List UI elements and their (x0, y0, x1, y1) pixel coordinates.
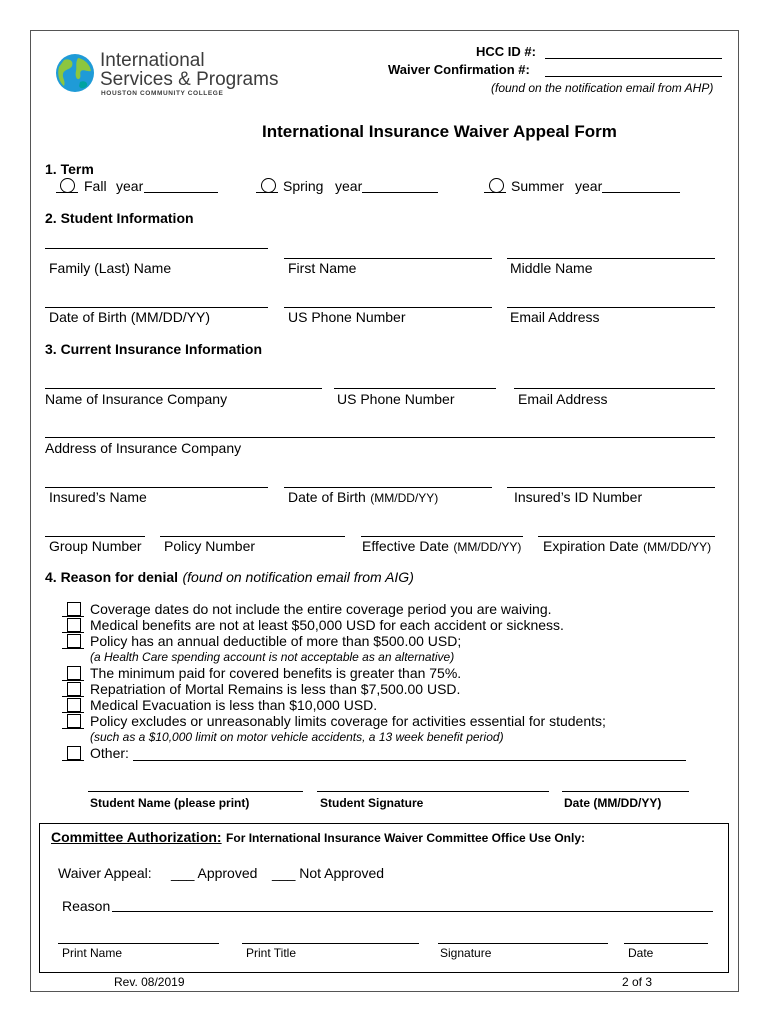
spring-radio[interactable] (261, 178, 276, 193)
other-field[interactable] (133, 760, 686, 761)
term-fall[interactable] (56, 176, 226, 196)
committee-subtitle: For International Insurance Waiver Committee Office Use Only: (226, 831, 586, 845)
signature-date-label: Date (MM/DD/YY) (564, 796, 662, 810)
committee-date-field[interactable] (624, 943, 708, 944)
reason-checkbox[interactable] (67, 634, 81, 648)
effective-date-label-group (362, 538, 521, 556)
middle-name-label: Middle Name (510, 260, 593, 276)
insurance-email-field[interactable] (514, 388, 715, 389)
first-name-field[interactable] (284, 258, 492, 259)
waiver-conf-label: Waiver Confirmation #: (388, 62, 530, 77)
first-name-label: First Name (288, 260, 357, 276)
reason-note-deductible: (a Health Care spending account is not acceptable as an alternative) (90, 650, 455, 664)
insurance-phone-field[interactable] (334, 388, 496, 389)
expiration-date-label: Expiration Date (543, 538, 639, 554)
student-info-heading: 2. Student Information (45, 210, 194, 226)
page-title: International Insurance Waiver Appeal Form (262, 122, 617, 141)
logo-line2: Services & Programs (100, 69, 279, 90)
globe-icon (54, 52, 96, 94)
committee-signature-label: Signature (440, 946, 492, 960)
committee-title: Committee Authorization: (51, 829, 222, 845)
hcc-id-field[interactable] (545, 58, 722, 59)
insured-dob-format: (MM/DD/YY) (370, 491, 439, 505)
policy-number-field[interactable] (160, 536, 345, 537)
expiration-date-field[interactable] (538, 536, 715, 537)
fall-label: Fall (84, 178, 107, 194)
reason-field[interactable] (112, 911, 713, 912)
reason-checkbox-row[interactable] (62, 697, 722, 713)
reason-checkbox-row[interactable] (62, 665, 722, 681)
reason-checkbox-row-other[interactable] (62, 745, 722, 761)
fall-year-label: year (116, 178, 144, 194)
reason-checkbox[interactable] (67, 682, 81, 696)
insured-dob-label-group (288, 489, 438, 507)
waiver-conf-field[interactable] (545, 76, 722, 77)
reason-checkbox-row[interactable] (62, 633, 722, 649)
us-phone-field[interactable] (284, 307, 492, 308)
not-approved-option[interactable]: ___ Not Approved (272, 865, 385, 881)
committee-signature-field[interactable] (438, 943, 608, 944)
student-name-field[interactable] (88, 791, 303, 792)
group-number-label: Group Number (49, 538, 142, 554)
email-label: Email Address (510, 309, 600, 325)
term-summer[interactable] (484, 176, 684, 196)
page-number: 2 of 3 (622, 975, 653, 989)
email-field[interactable] (507, 307, 715, 308)
logo-line3: HOUSTON COMMUNITY COLLEGE (101, 90, 224, 97)
insured-id-field[interactable] (507, 487, 715, 488)
print-name-field[interactable] (58, 943, 219, 944)
insurance-address-field[interactable] (45, 437, 715, 438)
waiver-appeal-label: Waiver Appeal: (58, 865, 152, 881)
term-heading: 1. Term (45, 161, 94, 177)
print-title-label: Print Title (246, 946, 297, 960)
effective-date-field[interactable] (361, 536, 523, 537)
reason-note-activities: (such as a $10,000 limit on motor vehicle accidents, a 13 week benefit period) (90, 730, 504, 744)
reason-label: Repatriation of Mortal Remains is less than $7,500.00 USD. (90, 681, 461, 697)
other-checkbox[interactable] (67, 746, 81, 760)
insurance-company-label: Name of Insurance Company (45, 391, 228, 407)
committee-title-group (51, 829, 585, 847)
dob-label: Date of Birth (MM/DD/YY) (49, 309, 211, 325)
reason-checkbox-row[interactable] (62, 713, 722, 729)
approved-option[interactable]: ___ Approved (171, 865, 258, 881)
revision-label: Rev. 08/2019 (114, 975, 185, 989)
reason-checkbox[interactable] (67, 698, 81, 712)
student-signature-field[interactable] (317, 791, 549, 792)
reason-checkbox-row[interactable] (62, 617, 722, 633)
reason-label: Medical Evacuation is less than $10,000 USD. (90, 697, 378, 713)
insurance-company-field[interactable] (45, 388, 322, 389)
logo (52, 50, 279, 100)
insurance-address-label: Address of Insurance Company (45, 440, 242, 456)
reason-checkbox[interactable] (67, 666, 81, 680)
reason-checkbox[interactable] (67, 714, 81, 728)
logo-line1: International (100, 50, 205, 71)
insurance-heading: 3. Current Insurance Information (45, 341, 263, 357)
family-name-label: Family (Last) Name (49, 260, 172, 276)
policy-number-label: Policy Number (164, 538, 256, 554)
denial-heading-note: (found on notification email from AIG) (182, 569, 414, 585)
us-phone-label: US Phone Number (288, 309, 406, 325)
print-title-field[interactable] (242, 943, 419, 944)
reason-label: Policy excludes or unreasonably limits coverage for activities essential for students; (90, 713, 606, 729)
term-spring[interactable] (256, 176, 446, 196)
print-name-label: Print Name (62, 946, 123, 960)
middle-name-field[interactable] (507, 258, 715, 259)
insured-id-label: Insured’s ID Number (514, 489, 643, 505)
expiration-date-label-group (543, 538, 711, 556)
summer-radio[interactable] (489, 178, 504, 193)
other-label: Other: (90, 745, 129, 761)
effective-date-format: (MM/DD/YY) (453, 540, 522, 554)
spring-year-field[interactable] (362, 192, 438, 193)
reason-label: The minimum paid for covered benefits is greater than 75%. (90, 665, 462, 681)
denial-heading-group (45, 569, 414, 587)
summer-year-label: year (575, 178, 603, 194)
dob-field[interactable] (45, 307, 268, 308)
expiration-date-format: (MM/DD/YY) (643, 540, 712, 554)
spring-year-label: year (335, 178, 363, 194)
spring-label: Spring (283, 178, 324, 194)
hcc-id-label: HCC ID #: (476, 44, 536, 59)
group-number-field[interactable] (45, 536, 145, 537)
summer-year-field[interactable] (602, 192, 680, 193)
insurance-email-label: Email Address (518, 391, 608, 407)
committee-date-label: Date (628, 946, 654, 960)
fall-year-field[interactable] (144, 192, 218, 193)
reason-label: Medical benefits are not at least $50,000 USD for each accident or sickness. (90, 617, 564, 633)
reason-label: Reason (62, 898, 111, 914)
insured-dob-field[interactable] (284, 487, 492, 488)
effective-date-label: Effective Date (362, 538, 449, 554)
student-signature-label: Student Signature (320, 796, 424, 810)
reason-label: Coverage dates do not include the entire coverage period you are waiving. (90, 601, 552, 617)
signature-date-field[interactable] (562, 791, 689, 792)
fall-radio[interactable] (60, 178, 75, 193)
insured-name-label: Insured’s Name (49, 489, 147, 505)
student-name-label: Student Name (please print) (90, 796, 250, 810)
insured-name-field[interactable] (45, 487, 268, 488)
family-name-field[interactable] (45, 248, 268, 249)
reason-label: Policy has an annual deductible of more than $500.00 USD; (90, 633, 462, 649)
summer-label: Summer (511, 178, 564, 194)
found-note: (found on the notification email from AHP) (491, 81, 714, 95)
reason-checkbox[interactable] (67, 618, 81, 632)
reason-checkbox-row[interactable] (62, 681, 722, 697)
reason-checkbox[interactable] (67, 602, 81, 616)
denial-heading: 4. Reason for denial (45, 569, 179, 585)
insurance-phone-label: US Phone Number (337, 391, 455, 407)
reason-checkbox-row[interactable] (62, 601, 722, 617)
insured-dob-label: Date of Birth (288, 489, 366, 505)
